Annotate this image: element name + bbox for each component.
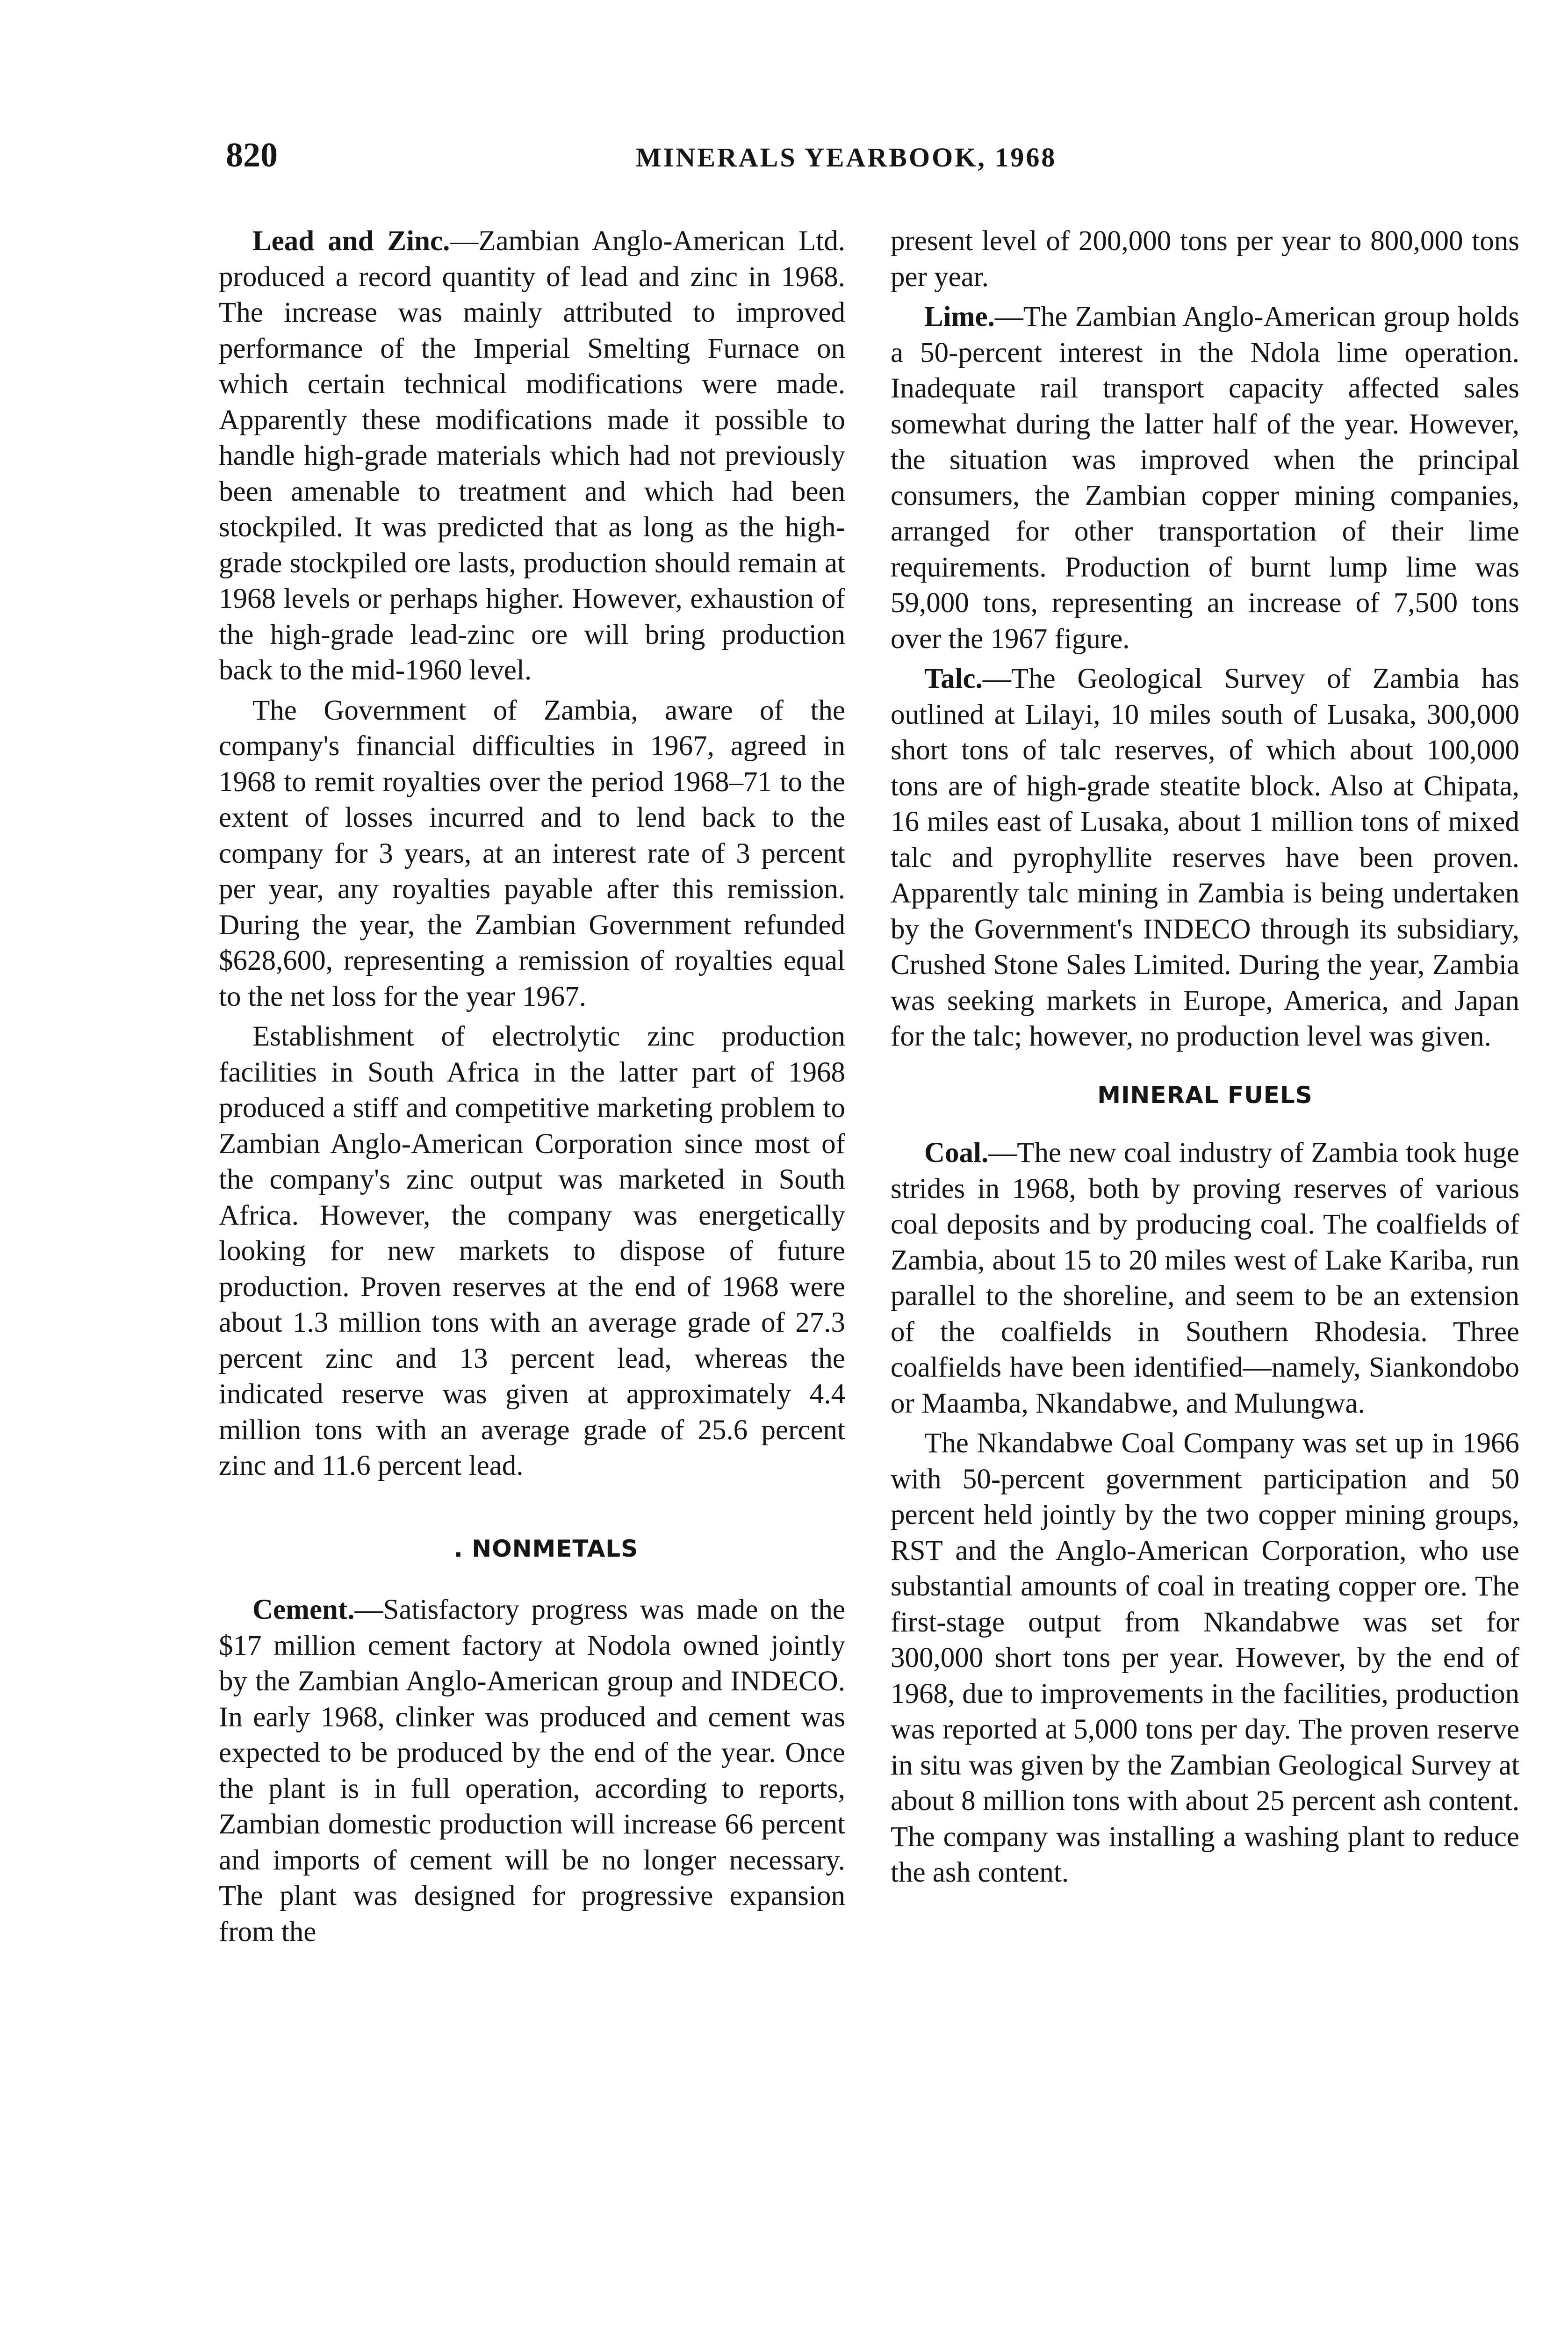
mineral-fuels-heading: MINERAL FUELS [1097,1081,1313,1109]
talc-paragraph [891,661,1519,1055]
cement-continued-paragraph: present level of 200,000 tons per year to 800,000 tons per year. [891,225,1519,293]
electrolytic-zinc-paragraph: Establishment of electrolytic zinc production facilities in South Africa in the latter part of 1968 produced a stiff and competitive marketing problem to Zambian Anglo-American Corporation since most of the company's zinc output was marketed in South Africa. However, the company was energetically looking for new markets to dispose of future production. Proven reserves at the end of 1968 were about 1.3 million tons with an average grade of 27.3 percent zinc and 13 percent lead, whereas the indicated reserve was given at approximately 4.4 million tons with an average grade of 25.6 percent zinc and 11.6 percent lead. [219,1021,845,1481]
lime-text: —The Zambian Anglo-American group holds a 50-percent interest in the Ndola lime operation. Inadequate rail transport capacity affected sales somewhat during the latter half of the year. However, the situation was improved when the principal consumers, the Zambian copper mining companies, arranged for other transportation of their lime requirements. Production of burnt lump lime was 59,000 tons, representing an increase of 7,500 tons over the 1967 figure. [891,301,1519,655]
lime-heading: Lime. [924,301,995,332]
cement-text: —Satisfactory progress was made on the $17 million cement factory at Nodola owned jointly by the Zambian Anglo-American group and INDECO. In early 1968, clinker was produced and cement was expected to be produced by the end of the year. Once the plant is in full operation, according to reports, Zambian domestic production will increase 66 percent and imports of cement will be no longer necessary. The plant was designed for progressive expansion from the [219,1594,845,1948]
coal-text: —The new coal industry of Zambia took huge strides in 1968, both by proving reserves of various coal deposits and by producing coal. The coalfields of Zambia, about 15 to 20 miles west of Lake Kariba, run parallel to the shoreline, and seem to be an extension of the coalfields in Southern Rhodesia. Three coalfields have been identified—namely, Siankondobo or Maamba, Nkandabwe, and Mulungwa. [891,1137,1519,1419]
page-number: 820 [226,136,278,174]
coal-heading: Coal. [924,1137,989,1169]
cement-heading: Cement. [252,1594,355,1625]
talc-heading: Talc. [924,663,983,694]
lime-paragraph [891,299,1519,657]
coal-paragraph [891,1135,1519,1422]
lead-zinc-paragraph [219,224,845,689]
nkandabwe-paragraph: The Nkandabwe Coal Company was set up in 1966 with 50-percent government participation and 50 percent held jointly by the two copper mining groups, RST and the Anglo-American Corporation, who use substantial amounts of coal in treating copper ore. The first-stage output from Nkandabwe was set for 300,000 short tons per year. However, by the end of 1968, due to improvements in the facilities, production was reported at 5,000 tons per day. The proven reserve in situ was given by the Zambian Geological Survey at about 8 million tons with about 25 percent ash content. The company was installing a washing plant to reduce the ash content. [891,1428,1519,1888]
lead-zinc-heading: Lead and Zinc. [252,225,450,257]
running-head: MINERALS YEARBOOK, 1968 [636,142,1057,173]
lead-zinc-text: —Zambian Anglo-American Ltd. produced a record quantity of lead and zinc in 1968. The increase was mainly attributed to improved performance of the Imperial Smelting Furnace on which certain technical modifications were made. Apparently these modifications made it possible to handle high-grade materials which had not previously been amenable to treatment and which had been stockpiled. It was predicted that as long as the high-grade stockpiled ore lasts, production should remain at 1968 levels or perhaps higher. However, exhaustion of the high-grade lead-zinc ore will bring production back to the mid-1960 level. [219,225,845,686]
zambia-government-paragraph: The Government of Zambia, aware of the company's financial difficulties in 1967, agreed in 1968 to remit royalties over the period 1968–71 to the extent of losses incurred and to lend back to the company for 3 years, at an interest rate of 3 percent per year, any royalties payable after this remission. During the year, the Zambian Government refunded $628,600, representing a remission of royalties equal to the net loss for the year 1967. [219,694,845,1012]
talc-text: —The Geological Survey of Zambia has outlined at Lilayi, 10 miles south of Lusaka, 300,000 short tons of talc reserves, of which about 100,000 tons are of high-grade steatite block. Also at Chipata, 16 miles east of Lusaka, about 1 million tons of mixed talc and pyrophyllite reserves have been proven. Apparently talc mining in Zambia is being undertaken by the Government's INDECO through its subsidiary, Crushed Stone Sales Limited. During the year, Zambia was seeking markets in Europe, America, and Japan for the talc; however, no production level was given. [891,663,1519,1052]
right-column [891,224,1519,1895]
nonmetals-heading: . NONMETALS [453,1535,639,1562]
left-column [219,224,845,1954]
cement-paragraph [219,1592,845,1950]
